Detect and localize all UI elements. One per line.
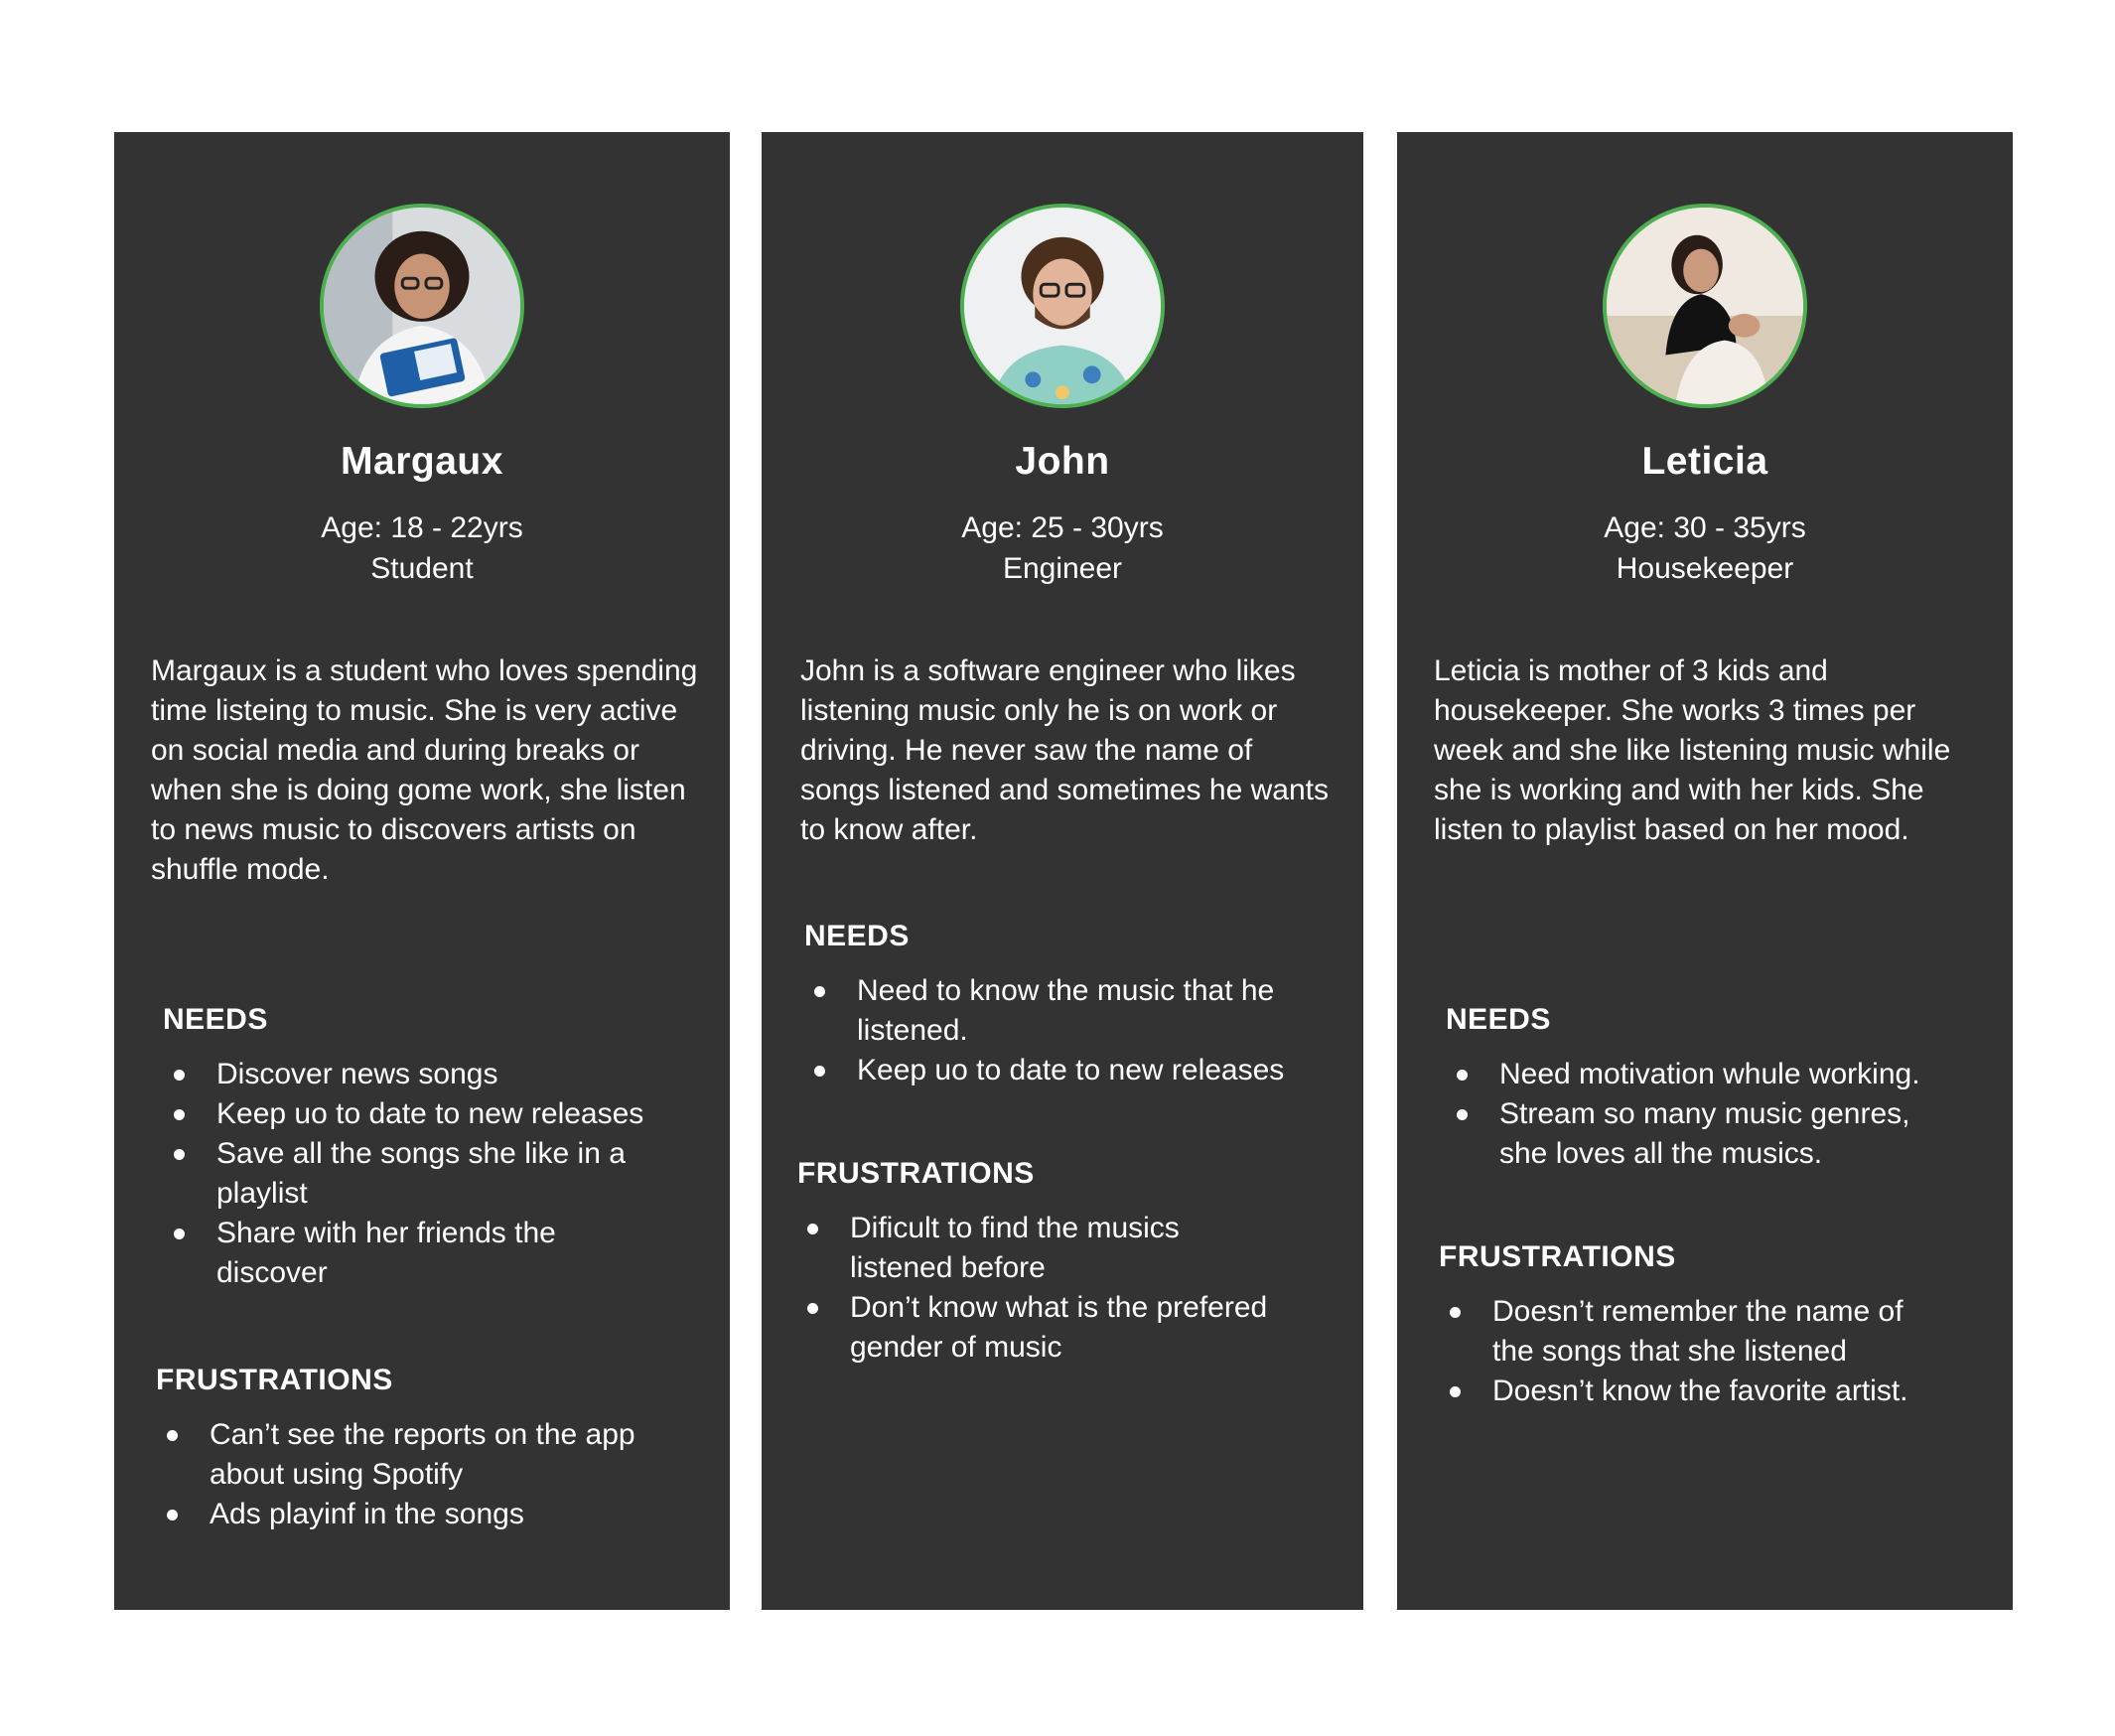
persona-name: Margaux — [341, 440, 503, 483]
persona-name: John — [1015, 440, 1110, 483]
frustrations-title: FRUSTRATIONS — [156, 1364, 393, 1396]
frustrations-list — [802, 1209, 1339, 1368]
needs-title: NEEDS — [163, 1003, 268, 1036]
persona-card-john — [762, 132, 1363, 1610]
persona-occupation: Housekeeper — [1616, 552, 1794, 585]
persona-age: Age: 25 - 30yrs — [961, 511, 1164, 544]
list-item: Keep uo to date to new releases — [169, 1094, 725, 1134]
list-item: Can’t see the reports on the app about using Spotify — [162, 1415, 683, 1495]
list-item: Save all the songs she like in a playlist — [169, 1134, 725, 1214]
needs-list — [809, 971, 1345, 1090]
persona-age: Age: 18 - 22yrs — [321, 511, 523, 544]
list-item: Dificult to find the musics listened before — [802, 1209, 1339, 1288]
persona-occupation: Student — [370, 552, 474, 585]
list-item: Stream so many music genres, she loves all the musics. — [1452, 1094, 2008, 1174]
persona-age: Age: 30 - 35yrs — [1604, 511, 1806, 544]
needs-title: NEEDS — [804, 920, 910, 952]
avatar — [320, 204, 524, 408]
persona-bio: Margaux is a student who loves spending time listeing to music. She is very active on social media and during breaks or when she is doing gome work, she listen to news music to discovers artists on shuffle mode. — [151, 654, 698, 886]
person-photo-icon — [324, 208, 520, 404]
person-photo-icon — [964, 208, 1161, 404]
list-item: Need motivation whule working. — [1452, 1055, 2008, 1094]
persona-bio: Leticia is mother of 3 kids and housekeeper. She works 3 times per week and she like listening music while she is working and with her kids. She listen to playlist based on her mood. — [1434, 654, 1951, 846]
list-item: Don’t know what is the prefered gender of music — [802, 1288, 1339, 1368]
needs-title: NEEDS — [1446, 1003, 1551, 1036]
list-item: Share with her friends the discover — [169, 1214, 725, 1293]
frustrations-list — [162, 1415, 683, 1534]
list-item: Ads playinf in the songs — [162, 1495, 683, 1534]
person-photo-icon — [1607, 208, 1803, 404]
persona-meta — [762, 507, 1363, 589]
needs-list — [1452, 1055, 2008, 1174]
needs-list — [169, 1055, 725, 1293]
list-item: Discover news songs — [169, 1055, 725, 1094]
frustrations-list — [1445, 1292, 1981, 1411]
frustrations-title: FRUSTRATIONS — [797, 1157, 1035, 1190]
frustrations-title: FRUSTRATIONS — [1439, 1240, 1676, 1273]
persona-card-margaux — [114, 132, 730, 1610]
avatar — [1603, 204, 1807, 408]
persona-meta — [114, 507, 730, 589]
persona-meta — [1397, 507, 2013, 589]
list-item: Need to know the music that he listened. — [809, 971, 1345, 1051]
list-item: Keep uo to date to new releases — [809, 1051, 1345, 1090]
persona-card-leticia — [1397, 132, 2013, 1610]
persona-occupation: Engineer — [1002, 552, 1123, 585]
persona-bio: John is a software engineer who likes listening music only he is on work or driving. He never saw the name of songs listened and sometimes he wants to know after. — [800, 654, 1329, 846]
list-item: Doesn’t know the favorite artist. — [1445, 1372, 1981, 1411]
persona-name: Leticia — [1641, 440, 1768, 483]
avatar — [960, 204, 1165, 408]
list-item: Doesn’t remember the name of the songs that she listened — [1445, 1292, 1981, 1372]
